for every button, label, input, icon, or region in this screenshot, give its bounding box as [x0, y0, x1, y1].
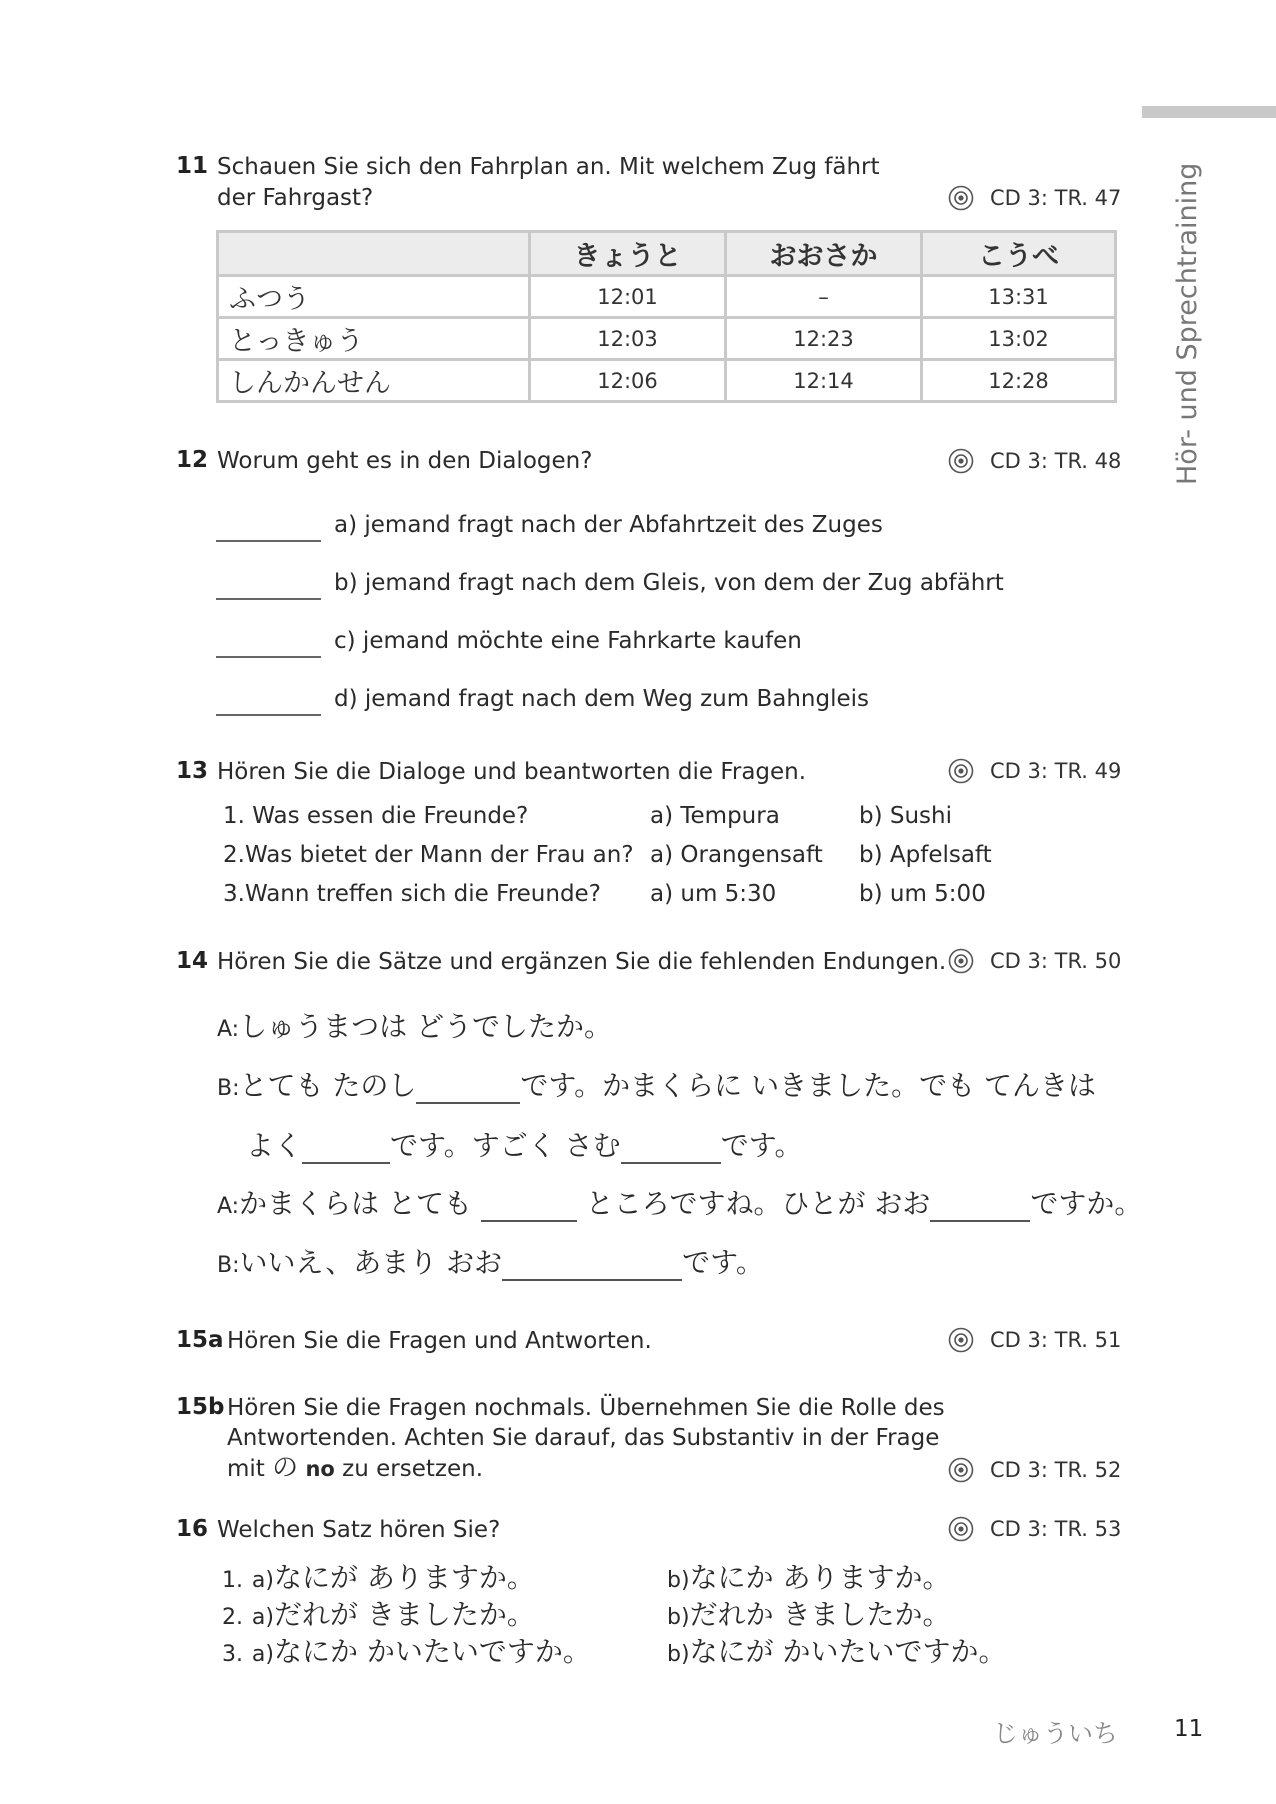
option-text: d) jemand fragt nach dem Weg zum Bahngleis — [334, 686, 870, 712]
option-text: c) jemand möchte eine Fahrkarte kaufen — [334, 628, 802, 654]
cd-disc-icon — [948, 448, 974, 474]
timetable-corner — [218, 232, 530, 276]
answer-blank[interactable] — [216, 656, 321, 658]
choice-b[interactable]: だれか きましたか。 — [689, 1598, 951, 1631]
cd-disc-icon — [948, 1457, 974, 1483]
exercise-question: Hören Sie die Sätze und ergänzen Sie die fehlenden Endungen. — [217, 949, 947, 975]
dialogue-text: です。すごく さむ — [390, 1129, 621, 1162]
particle-kana: の — [272, 1453, 299, 1483]
exercise-number: 15b — [176, 1394, 225, 1420]
timetable-cell: 12:14 — [726, 360, 922, 402]
fill-in-blank[interactable] — [481, 1187, 577, 1222]
quiz-question: 2.Was bietet der Mann der Frau an? — [223, 842, 634, 868]
item-number: 1. — [222, 1568, 243, 1593]
timetable-cell: – — [726, 276, 922, 318]
quiz-option-a[interactable]: a) Tempura — [650, 803, 780, 829]
timetable-cell: 12:01 — [530, 276, 726, 318]
exercise-question-line: der Fahrgast? — [217, 185, 374, 211]
answer-blank[interactable] — [216, 540, 321, 542]
timetable-row-label: ふつう — [218, 276, 530, 318]
cd-track[interactable] — [948, 185, 1121, 211]
option-label: a) — [251, 1568, 274, 1593]
item-number: 2. — [222, 1605, 243, 1630]
cd-track-label: CD 3: TR. 47 — [990, 186, 1122, 210]
dialogue-text: いいえ、あまり おお — [239, 1246, 503, 1279]
timetable-row-label: しんかんせん — [218, 360, 530, 402]
choice-row — [667, 1593, 950, 1633]
answer-blank[interactable] — [216, 598, 321, 600]
speaker-label: A: — [217, 1194, 240, 1219]
exercise-number: 11 — [176, 153, 209, 179]
cd-disc-icon — [948, 185, 974, 211]
exercise-number: 14 — [176, 948, 209, 974]
exercise-question-line: Hören Sie die Fragen nochmals. Übernehmen Sie die Rolle des — [227, 1395, 945, 1421]
instruction-text: zu ersetzen. — [342, 1456, 484, 1482]
side-tab-bar — [1142, 106, 1276, 118]
page-number-kana: じゅういち — [993, 1719, 1119, 1748]
cd-track[interactable] — [948, 1457, 1121, 1483]
answer-blank[interactable] — [216, 714, 321, 716]
quiz-option-a[interactable]: a) Orangensaft — [650, 842, 823, 868]
dialogue-text: しゅうまつは どうでしたか。 — [239, 1010, 612, 1043]
particle-romaji: no — [305, 1457, 335, 1481]
page-number: 11 — [1174, 1716, 1204, 1742]
choice-a[interactable]: なにか かいたいですか。 — [273, 1635, 591, 1668]
option-text: b) jemand fragt nach dem Gleis, von dem der Zug abfährt — [334, 570, 1004, 596]
dialogue-text: です。かまくらに いきました。でも てんきは — [520, 1069, 1096, 1102]
dialogue-line — [217, 1005, 612, 1045]
dialogue-text: ですか。 — [1030, 1187, 1143, 1220]
cd-track[interactable] — [948, 448, 1121, 474]
timetable-row — [218, 360, 1116, 402]
choice-row — [222, 1593, 535, 1633]
quiz-option-a[interactable]: a) um 5:30 — [650, 881, 777, 907]
exercise-question: Welchen Satz hören Sie? — [217, 1517, 501, 1543]
cd-track[interactable] — [948, 758, 1121, 784]
cd-disc-icon — [948, 758, 974, 784]
item-number: 3. — [222, 1642, 243, 1667]
timetable-cell: 13:31 — [922, 276, 1116, 318]
dialogue-line — [217, 1064, 1096, 1104]
dialogue-text: とても たのし — [239, 1069, 417, 1102]
exercise-number: 12 — [176, 447, 209, 473]
timetable-cell: 12:03 — [530, 318, 726, 360]
dialogue-text: です。 — [720, 1129, 803, 1162]
quiz-question: 1. Was essen die Freunde? — [223, 803, 529, 829]
cd-track[interactable] — [948, 948, 1121, 974]
choice-b[interactable]: なにが かいたいですか。 — [689, 1635, 1007, 1668]
dialogue-line — [246, 1124, 802, 1164]
quiz-question: 3.Wann treffen sich die Freunde? — [223, 881, 601, 907]
cd-track-label: CD 3: TR. 49 — [990, 759, 1122, 783]
dialogue-line — [217, 1182, 1142, 1222]
cd-disc-icon — [948, 1327, 974, 1353]
side-tab-label: Hör- und Sprechtraining — [1172, 162, 1203, 485]
dialogue-text: かまくらは とても — [239, 1187, 472, 1220]
dialogue-line — [217, 1241, 764, 1281]
dialogue-text: ところですね。ひとが おお — [585, 1187, 931, 1220]
option-label: a) — [251, 1605, 274, 1630]
speaker-label: B: — [217, 1076, 240, 1101]
cd-track-label: CD 3: TR. 48 — [990, 449, 1122, 473]
exercise-question-line: Antwortenden. Achten Sie darauf, das Substantiv in der Frage — [227, 1425, 940, 1451]
choice-row — [222, 1630, 591, 1670]
speaker-label: A: — [217, 1017, 240, 1042]
timetable-cell: 12:06 — [530, 360, 726, 402]
timetable-row — [218, 276, 1116, 318]
fill-in-blank[interactable] — [930, 1187, 1030, 1222]
exercise-question: Hören Sie die Dialoge und beantworten die Fragen. — [217, 759, 807, 785]
choice-b[interactable]: なにか ありますか。 — [689, 1561, 951, 1594]
timetable-header: こうべ — [922, 232, 1116, 276]
exercise-question-line: Schauen Sie sich den Fahrplan an. Mit welchem Zug fährt — [217, 154, 880, 180]
option-text: a) jemand fragt nach der Abfahrtzeit des Zuges — [334, 512, 883, 538]
cd-track-label: CD 3: TR. 53 — [990, 1517, 1122, 1541]
option-label: b) — [667, 1642, 690, 1667]
timetable-cell: 12:28 — [922, 360, 1116, 402]
quiz-option-b[interactable]: b) Sushi — [859, 803, 953, 829]
choice-row — [222, 1556, 535, 1596]
choice-a[interactable]: だれが きましたか。 — [273, 1598, 535, 1631]
timetable-cell: 13:02 — [922, 318, 1116, 360]
exercise-number: 15a — [176, 1327, 224, 1353]
exercise-number: 13 — [176, 758, 209, 784]
cd-disc-icon — [948, 1516, 974, 1542]
timetable-header: おおさか — [726, 232, 922, 276]
speaker-label: B: — [217, 1253, 240, 1278]
instruction-text: mit — [227, 1456, 265, 1482]
cd-disc-icon — [948, 948, 974, 974]
timetable-header-row — [218, 232, 1116, 276]
cd-track[interactable] — [948, 1516, 1121, 1542]
choice-a[interactable]: なにが ありますか。 — [273, 1561, 535, 1594]
exercise-question-line — [227, 1453, 483, 1485]
timetable — [216, 230, 1117, 403]
dialogue-text: です。 — [682, 1246, 764, 1279]
choice-row — [667, 1630, 1006, 1670]
dialogue-text: よく — [246, 1129, 303, 1162]
quiz-option-b[interactable]: b) Apfelsaft — [859, 842, 992, 868]
timetable-header: きょうと — [530, 232, 726, 276]
exercise-question: Hören Sie die Fragen und Antworten. — [227, 1328, 652, 1354]
choice-row — [667, 1556, 950, 1596]
option-label: b) — [667, 1568, 690, 1593]
cd-track-label: CD 3: TR. 50 — [990, 949, 1122, 973]
fill-in-blank[interactable] — [621, 1129, 721, 1164]
timetable-cell: 12:23 — [726, 318, 922, 360]
fill-in-blank[interactable] — [302, 1129, 390, 1164]
cd-track[interactable] — [948, 1327, 1121, 1353]
quiz-option-b[interactable]: b) um 5:00 — [859, 881, 986, 907]
option-label: a) — [251, 1642, 274, 1667]
exercise-number: 16 — [176, 1516, 209, 1542]
option-label: b) — [667, 1605, 690, 1630]
cd-track-label: CD 3: TR. 52 — [990, 1458, 1122, 1482]
timetable-row — [218, 318, 1116, 360]
exercise-question: Worum geht es in den Dialogen? — [217, 448, 593, 474]
fill-in-blank[interactable] — [502, 1246, 682, 1281]
timetable-row-label: とっきゅう — [218, 318, 530, 360]
cd-track-label: CD 3: TR. 51 — [990, 1328, 1122, 1352]
fill-in-blank[interactable] — [416, 1069, 520, 1104]
